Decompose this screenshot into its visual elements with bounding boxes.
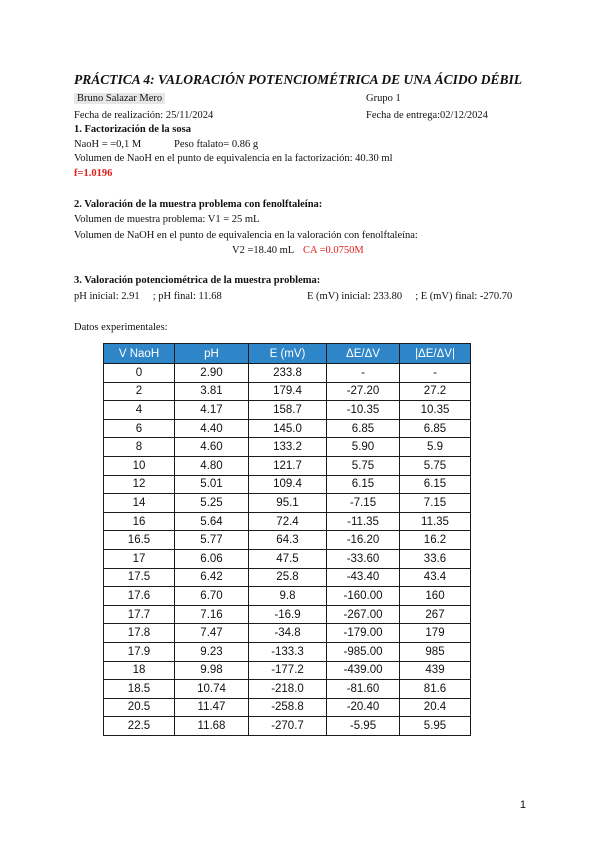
- cell-e-mv: 158.7: [249, 401, 327, 420]
- table-row: [104, 624, 471, 643]
- volumen-naoh-fenolftaleina: Volumen de NaOH en el punto de equivalencia en la valoración con fenolftaleína:: [74, 230, 418, 241]
- cell-abs-de-dv: 16.2: [400, 531, 471, 550]
- cell-v-naoh: 17: [104, 549, 175, 568]
- group-label: Grupo 1: [366, 93, 401, 104]
- cell-e-mv: 72.4: [249, 512, 327, 531]
- table-row: [104, 605, 471, 624]
- cell-e-mv: 9.8: [249, 587, 327, 606]
- cell-abs-de-dv: 267: [400, 605, 471, 624]
- table-row: [104, 494, 471, 513]
- volumen-muestra: Volumen de muestra problema: V1 = 25 mL: [74, 214, 260, 225]
- data-table: [103, 343, 471, 736]
- section1-heading: 1. Factorización de la sosa: [74, 124, 191, 135]
- cell-ph: 11.68: [175, 717, 249, 736]
- cell-e-mv: -34.8: [249, 624, 327, 643]
- cell-e-mv: -270.7: [249, 717, 327, 736]
- cell-ph: 10.74: [175, 680, 249, 699]
- cell-de-dv: -10.35: [327, 401, 400, 420]
- cell-abs-de-dv: 5.75: [400, 456, 471, 475]
- cell-v-naoh: 8: [104, 438, 175, 457]
- section2-heading: 2. Valoración de la muestra problema con fenolftaleína:: [74, 199, 323, 210]
- cell-e-mv: -177.2: [249, 661, 327, 680]
- cell-de-dv: -439.00: [327, 661, 400, 680]
- cell-de-dv: 6.85: [327, 419, 400, 438]
- cell-v-naoh: 17.5: [104, 568, 175, 587]
- cell-v-naoh: 20.5: [104, 698, 175, 717]
- volumen-factorizacion: Volumen de NaoH en el punto de equivalencia en la factorización: 40.30 ml: [74, 153, 393, 164]
- cell-ph: 7.47: [175, 624, 249, 643]
- datos-label: Datos experimentales:: [74, 322, 168, 333]
- cell-abs-de-dv: 7.15: [400, 494, 471, 513]
- cell-abs-de-dv: 439: [400, 661, 471, 680]
- header-abs-de-dv: |ΔE/ΔV|: [400, 344, 471, 364]
- cell-ph: 4.80: [175, 456, 249, 475]
- cell-de-dv: -43.40: [327, 568, 400, 587]
- table-body: [104, 364, 471, 736]
- cell-abs-de-dv: 27.2: [400, 382, 471, 401]
- page-number: 1: [519, 799, 526, 811]
- cell-ph: 11.47: [175, 698, 249, 717]
- cell-de-dv: -985.00: [327, 642, 400, 661]
- cell-e-mv: 109.4: [249, 475, 327, 494]
- cell-v-naoh: 2: [104, 382, 175, 401]
- table-row: [104, 717, 471, 736]
- header-de-dv: ΔE/ΔV: [327, 344, 400, 364]
- cell-ph: 6.06: [175, 549, 249, 568]
- e-values: E (mV) inicial: 233.80 ; E (mV) final: -270.70: [307, 291, 513, 302]
- cell-ph: 5.64: [175, 512, 249, 531]
- cell-ph: 9.23: [175, 642, 249, 661]
- cell-de-dv: -179.00: [327, 624, 400, 643]
- table-row: [104, 456, 471, 475]
- page-title: PRÁCTICA 4: VALORACIÓN POTENCIOMÉTRICA DE UNA ÁCIDO DÉBIL: [74, 72, 522, 87]
- table-header-row: [104, 344, 471, 364]
- cell-abs-de-dv: 179: [400, 624, 471, 643]
- cell-e-mv: 25.8: [249, 568, 327, 587]
- cell-ph: 4.40: [175, 419, 249, 438]
- cell-ph: 2.90: [175, 364, 249, 383]
- cell-v-naoh: 18.5: [104, 680, 175, 699]
- cell-abs-de-dv: 985: [400, 642, 471, 661]
- cell-v-naoh: 12: [104, 475, 175, 494]
- table-row: [104, 512, 471, 531]
- ph-values: pH inicial: 2.91 ; pH final: 11.68: [74, 291, 222, 302]
- cell-de-dv: 6.15: [327, 475, 400, 494]
- cell-de-dv: -: [327, 364, 400, 383]
- cell-e-mv: 145.0: [249, 419, 327, 438]
- cell-e-mv: 179.4: [249, 382, 327, 401]
- cell-ph: 5.25: [175, 494, 249, 513]
- table-row: [104, 438, 471, 457]
- cell-ph: 5.77: [175, 531, 249, 550]
- cell-abs-de-dv: 20.4: [400, 698, 471, 717]
- cell-v-naoh: 16: [104, 512, 175, 531]
- cell-de-dv: -81.60: [327, 680, 400, 699]
- cell-de-dv: -7.15: [327, 494, 400, 513]
- cell-abs-de-dv: 5.9: [400, 438, 471, 457]
- cell-abs-de-dv: 11.35: [400, 512, 471, 531]
- cell-abs-de-dv: 43.4: [400, 568, 471, 587]
- cell-ph: 7.16: [175, 605, 249, 624]
- cell-v-naoh: 16.5: [104, 531, 175, 550]
- cell-v-naoh: 14: [104, 494, 175, 513]
- cell-v-naoh: 17.8: [104, 624, 175, 643]
- table-row: [104, 419, 471, 438]
- fecha-realizacion: Fecha de realización: 25/11/2024: [74, 110, 214, 121]
- cell-abs-de-dv: 160: [400, 587, 471, 606]
- cell-v-naoh: 17.7: [104, 605, 175, 624]
- naoh-concentration: NaoH = =0,1 M: [74, 139, 142, 150]
- cell-de-dv: -33.60: [327, 549, 400, 568]
- cell-de-dv: -11.35: [327, 512, 400, 531]
- cell-de-dv: -27.20: [327, 382, 400, 401]
- cell-de-dv: -160.00: [327, 587, 400, 606]
- table-row: [104, 642, 471, 661]
- cell-v-naoh: 0: [104, 364, 175, 383]
- cell-e-mv: 121.7: [249, 456, 327, 475]
- cell-e-mv: 47.5: [249, 549, 327, 568]
- table-row: [104, 549, 471, 568]
- cell-v-naoh: 22.5: [104, 717, 175, 736]
- cell-de-dv: -5.95: [327, 717, 400, 736]
- cell-de-dv: 5.75: [327, 456, 400, 475]
- cell-ph: 4.60: [175, 438, 249, 457]
- cell-de-dv: 5.90: [327, 438, 400, 457]
- table-row: [104, 587, 471, 606]
- cell-v-naoh: 17.9: [104, 642, 175, 661]
- header-v-naoh: V NaoH: [104, 344, 175, 364]
- cell-abs-de-dv: -: [400, 364, 471, 383]
- cell-e-mv: -218.0: [249, 680, 327, 699]
- table-row: [104, 401, 471, 420]
- cell-e-mv: 95.1: [249, 494, 327, 513]
- table-row: [104, 475, 471, 494]
- author-name: Bruno Salazar Mero: [74, 93, 165, 104]
- cell-v-naoh: 18: [104, 661, 175, 680]
- cell-v-naoh: 17.6: [104, 587, 175, 606]
- v2-value: V2 =18.40 mL: [232, 245, 295, 256]
- header-e-mv: E (mV): [249, 344, 327, 364]
- cell-v-naoh: 10: [104, 456, 175, 475]
- cell-abs-de-dv: 5.95: [400, 717, 471, 736]
- table-row: [104, 698, 471, 717]
- table-row: [104, 364, 471, 383]
- table-row: [104, 568, 471, 587]
- cell-v-naoh: 4: [104, 401, 175, 420]
- cell-de-dv: -267.00: [327, 605, 400, 624]
- cell-abs-de-dv: 6.85: [400, 419, 471, 438]
- table-row: [104, 382, 471, 401]
- table-row: [104, 531, 471, 550]
- cell-e-mv: -258.8: [249, 698, 327, 717]
- fecha-entrega: Fecha de entrega:02/12/2024: [366, 110, 488, 121]
- cell-e-mv: -16.9: [249, 605, 327, 624]
- ca-value: CA =0.0750M: [303, 245, 364, 256]
- cell-e-mv: 233.8: [249, 364, 327, 383]
- peso-ftalato: Peso ftalato= 0.86 g: [174, 139, 259, 150]
- cell-de-dv: -16.20: [327, 531, 400, 550]
- cell-e-mv: 64.3: [249, 531, 327, 550]
- cell-abs-de-dv: 6.15: [400, 475, 471, 494]
- cell-ph: 9.98: [175, 661, 249, 680]
- cell-ph: 4.17: [175, 401, 249, 420]
- cell-ph: 6.70: [175, 587, 249, 606]
- header-ph: pH: [175, 344, 249, 364]
- cell-ph: 3.81: [175, 382, 249, 401]
- cell-v-naoh: 6: [104, 419, 175, 438]
- section3-heading: 3. Valoración potenciométrica de la muestra problema:: [74, 275, 321, 286]
- cell-abs-de-dv: 81.6: [400, 680, 471, 699]
- cell-de-dv: -20.40: [327, 698, 400, 717]
- cell-abs-de-dv: 33.6: [400, 549, 471, 568]
- table-row: [104, 661, 471, 680]
- table-row: [104, 680, 471, 699]
- cell-e-mv: -133.3: [249, 642, 327, 661]
- cell-ph: 6.42: [175, 568, 249, 587]
- cell-ph: 5.01: [175, 475, 249, 494]
- cell-e-mv: 133.2: [249, 438, 327, 457]
- factor-value: f=1.0196: [74, 168, 113, 179]
- cell-abs-de-dv: 10.35: [400, 401, 471, 420]
